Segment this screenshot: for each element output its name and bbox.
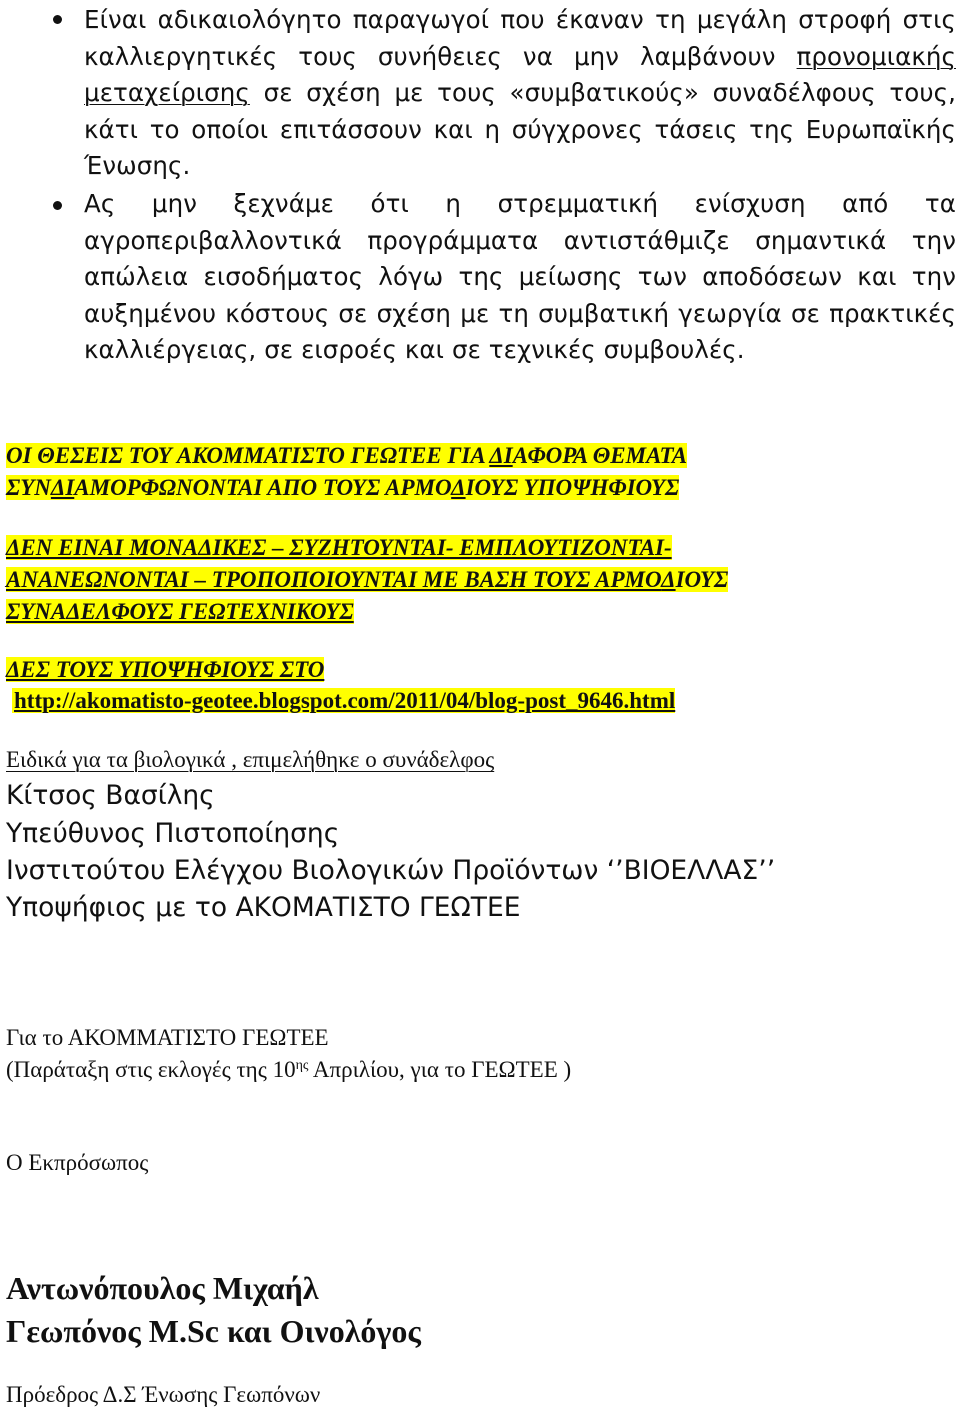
- blog-link[interactable]: [12, 686, 675, 716]
- representative-label: Ο Εκπρόσωπος: [6, 1150, 149, 1175]
- bullet-list: [0, 0, 960, 369]
- heading-text: ΔΙ: [489, 443, 513, 468]
- signer-role: Πρόεδρος Δ.Σ Ένωσης Γεωπόνων: [6, 1382, 321, 1407]
- paragraph-text: Είναι αδικαιολόγητο παραγωγοί που έκαναν τη μεγάλη στροφή στις καλλιεργητικές τους συνήθειες να μην λαμβάνουν: [84, 5, 956, 71]
- author-name: Κίτσος Βασίλης: [6, 780, 215, 811]
- heading-text: ΣΥΝ: [6, 475, 51, 500]
- see-candidates-heading: [6, 654, 956, 686]
- paragraph-text: Ας μην ξεχνάμε ότι η στρεμματική ενίσχυση από τα αγροπεριβαλλοντικά προγράμματα αντιστάθμιζε σημαντικά την απώλεια εισοδήματος λόγω της μείωσης των αποδόσεων και την αυξημένου κόστους σε σχέση με τη συμβατική γεωργία σε πρακτικές καλλιέργειας, σε εισροές και σε τεχνικές συμβουλές.: [84, 188, 956, 365]
- heading-text: ΔΕΝ ΕΙΝΑΙ ΜΟΝΑΔΙΚΕΣ – ΣΥΖΗΤΟΥΝΤΑΙ- ΕΜΠΛΟΥΤΙΖΟΝΤΑΙ-: [6, 535, 672, 560]
- bullet-dot-icon: [53, 201, 62, 210]
- signer-title: Γεωπόνος M.Sc και Οινολόγος: [6, 1313, 421, 1349]
- faction-text: Απριλίου, για το ΓΕΩΤΕΕ ): [308, 1057, 572, 1082]
- heading-text: ΟΙ ΘΕΣΕΙΣ ΤΟΥ ΑΚΟΜΜΑΤΙΣΤΟ ΓΕΩΤΕΕ ΓΙΑ: [6, 443, 490, 468]
- author-candidacy: Υποψήφιος με το ΑΚΟΜΑΤΙΣΤΟ ΓΕΩΤΕΕ: [6, 892, 521, 923]
- for-party-line: Για το ΑΚΟΜΜΑΤΙΣΤΟ ΓΕΩΤΕΕ: [6, 1025, 329, 1050]
- heading-text: ΙΟΥΣ ΥΠΟΨΗΦΙΟΥΣ: [465, 475, 680, 500]
- heading-line: [6, 475, 679, 500]
- faction-sup: ης: [295, 1058, 309, 1073]
- heading-text: ΔΙ: [50, 475, 75, 500]
- credit-text: Ειδικά για τα βιολογικά , επιμελήθηκε ο συνάδελφος: [6, 747, 495, 772]
- heading-text: ΑΝΑΝΕΩΝΟΝΤΑΙ – ΤΡΟΠΟΠΟΙΟΥΝΤΑΙ ΜΕ ΒΑΣΗ ΤΟΥΣ ΑΡΜΟ: [6, 567, 662, 592]
- faction-line: [6, 1055, 571, 1089]
- heading-line: [6, 443, 687, 468]
- heading-text: ΔΕΣ ΤΟΥΣ ΥΠΟΨΗΦΙΟΥΣ ΣΤΟ: [6, 657, 325, 682]
- bullet-paragraph-2: [0, 186, 960, 369]
- signer-name: Αντωνόπουλος Μιχαήλ: [6, 1270, 319, 1306]
- paragraph-text: σε σχέση με τους «συμβατικούς» συναδέλφους τους, κάτι το οποίοι επιτάσσουν και η σύγχρονες τάσεις της Ευρωπαϊκής Ένωσης.: [84, 78, 956, 181]
- not-unique-heading: [6, 532, 956, 628]
- author-title: Υπεύθυνος Πιστοποίησης: [6, 818, 340, 849]
- heading-text: Δ: [661, 567, 676, 592]
- heading-text: Δ: [451, 475, 466, 500]
- heading-text: ΑΦΟΡΑ ΘΕΜΑΤΑ: [512, 443, 688, 468]
- heading-text: ΙΟΥΣ: [675, 567, 729, 592]
- faction-text: (Παράταξη στις εκλογές της 10: [6, 1057, 296, 1082]
- credit-line: [6, 745, 494, 775]
- blog-link-text[interactable]: http://akomatisto-geotee.blogspot.com/2011/04/blog-post_9646.html: [14, 688, 676, 713]
- bullet-dot-icon: [53, 15, 62, 24]
- bullet-paragraph-1: [0, 0, 960, 185]
- positions-heading: [6, 440, 956, 504]
- underlined-phrase: προνομιακής μεταχείρισης: [84, 41, 956, 108]
- author-institute: Ινστιτούτου Ελέγχου Βιολογικών Προϊόντων ‘’ΒΙΟΕΛΛΑΣ’’: [6, 855, 776, 886]
- heading-text: ΑΜΟΡΦΩΝΟΝΤΑΙ ΑΠΟ ΤΟΥΣ ΑΡΜΟ: [74, 475, 452, 500]
- heading-text: ΣΥΝΑΔΕΛΦΟΥΣ ΓΕΩΤΕΧΝΙΚΟΥΣ: [6, 599, 354, 624]
